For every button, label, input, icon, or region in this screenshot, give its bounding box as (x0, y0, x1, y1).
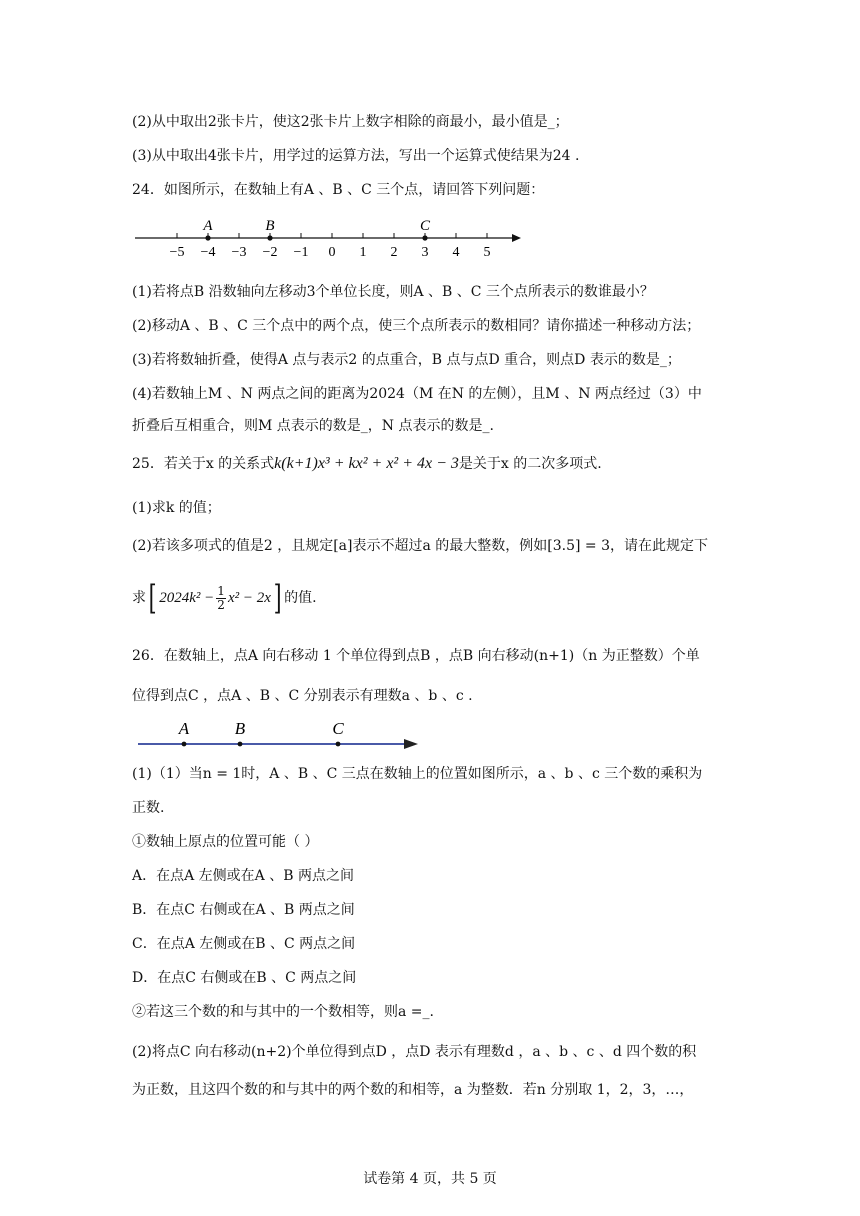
q25-stem (132, 454, 602, 474)
tick-label: 3 (421, 245, 429, 260)
q24-stem: 24．如图所示，在数轴上有A 、B 、C 三个点，请回答下列问题： (132, 182, 545, 198)
q25-part1: (1)求k 的值； (132, 500, 221, 516)
point-label-c: C (419, 218, 431, 234)
q24-part4-line1: (4)若数轴上M 、N 两点之间的距离为2024（M 在N 的左侧），且M 、N 两点经过（3）中 (132, 386, 702, 402)
number-line-svg (135, 208, 525, 264)
q25-stem-pre: 25．若关于x 的关系式 (132, 456, 275, 472)
q24-number-line (135, 208, 525, 268)
q23-part3: (3)从中取出4张卡片，用学过的运算方法，写出一个运算式使结果为24 . (132, 148, 580, 164)
q25-ask-suffix: 的值. (284, 590, 317, 606)
q26-part1-line1: (1)（1）当n = 1时，A 、B 、C 三点在数轴上的位置如图所示，a 、b 、c 三个数的乘积为 (132, 766, 703, 782)
point-label-b: B (234, 719, 246, 738)
q26-part1-line2: 正数. (132, 800, 165, 816)
tick-label: −2 (262, 245, 278, 260)
fraction-numerator: 1 (217, 583, 225, 598)
right-bracket: ] (273, 578, 282, 618)
point-label-b: B (265, 218, 275, 234)
q25-part2-expression-line (132, 578, 317, 618)
number-line-abc-svg (138, 712, 423, 754)
tick-label: 4 (452, 245, 460, 260)
fraction-one-half (216, 585, 226, 612)
point-b (267, 235, 272, 240)
page-footer: 试卷第 4 页，共 5 页 (363, 1171, 497, 1187)
point-label-a: A (203, 218, 213, 234)
q25-ask-prefix: 求 (132, 590, 146, 606)
fraction-denominator: 2 (217, 597, 225, 612)
q26-sub2: ②若这三个数的和与其中的一个数相等，则a =_. (132, 1004, 434, 1020)
point-label-a: A (178, 719, 190, 738)
tick-label: −3 (231, 245, 247, 260)
q25-stem-post: 是关于x 的二次多项式. (458, 456, 602, 472)
q25-expr-part-b: x² − 2x (227, 590, 271, 606)
tick-label: −1 (293, 245, 309, 260)
q26-stem-line1: 26．在数轴上，点A 向右移动 1 个单位得到点B ，点B 向右移动(n+1)（n 为正整数）个单 (132, 648, 700, 664)
q25-expression: k(k+1)x³ + kx² + x² + 4x − 3 (274, 455, 459, 472)
axis-arrow (512, 234, 521, 242)
q25-part2: (2)若该多项式的值是2 ，且规定[a]表示不超过a 的最大整数，例如[3.5] = 3，请在此规定下 (132, 538, 708, 554)
point-b (238, 742, 243, 747)
point-c (336, 742, 341, 747)
q26-option-a: A．在点A 左侧或在A 、B 两点之间 (132, 868, 354, 884)
q26-option-c: C．在点A 左侧或在B 、C 两点之间 (132, 936, 356, 952)
tick-label: −4 (200, 245, 216, 260)
point-c (422, 235, 427, 240)
q25-expr-part-a: 2024k² − (159, 590, 215, 606)
q24-part1: (1)若将点B 沿数轴向左移动3个单位长度，则A 、B 、C 三个点所表示的数谁最小？ (132, 284, 654, 300)
q26-option-b: B．在点C 右侧或在A 、B 两点之间 (132, 902, 355, 918)
left-bracket: [ (148, 578, 157, 618)
point-a (205, 235, 210, 240)
q26-stem-line2: 位得到点C ，点A 、B 、C 分别表示有理数a 、b 、c . (132, 688, 473, 704)
q26-part2-line1: (2)将点C 向右移动(n+2)个单位得到点D ，点D 表示有理数d ，a 、b 、c 、d 四个数的积 (132, 1044, 697, 1060)
q26-sub1: ①数轴上原点的位置可能（ ） (132, 834, 319, 850)
axis-arrow (404, 739, 418, 749)
tick-label: 0 (328, 245, 336, 260)
q26-number-line (138, 712, 423, 758)
point-label-c: C (332, 719, 344, 738)
q26-part2-line2: 为正数，且这四个数的和与其中的两个数的和相等，a 为整数．若n 分别取 1，2，3，…， (132, 1082, 694, 1098)
tick-label: 5 (483, 245, 491, 260)
q24-part3: (3)若将数轴折叠，使得A 点与表示2 的点重合，B 点与点D 重合，则点D 表示的数是_； (132, 352, 681, 368)
tick-label: −5 (169, 245, 185, 260)
tick-label: 1 (359, 245, 367, 260)
q26-option-d: D．在点C 右侧或在B 、C 两点之间 (132, 970, 357, 986)
point-a (182, 742, 187, 747)
tick-label: 2 (390, 245, 398, 260)
q24-part2: (2)移动A 、B 、C 三个点中的两个点，使三个点所表示的数相同？请你描述一种移动方法； (132, 318, 701, 334)
q24-part4-line2: 折叠后互相重合，则M 点表示的数是_，N 点表示的数是_. (132, 418, 494, 434)
q23-part2: (2)从中取出2张卡片，使这2张卡片上数字相除的商最小，最小值是_； (132, 114, 569, 130)
